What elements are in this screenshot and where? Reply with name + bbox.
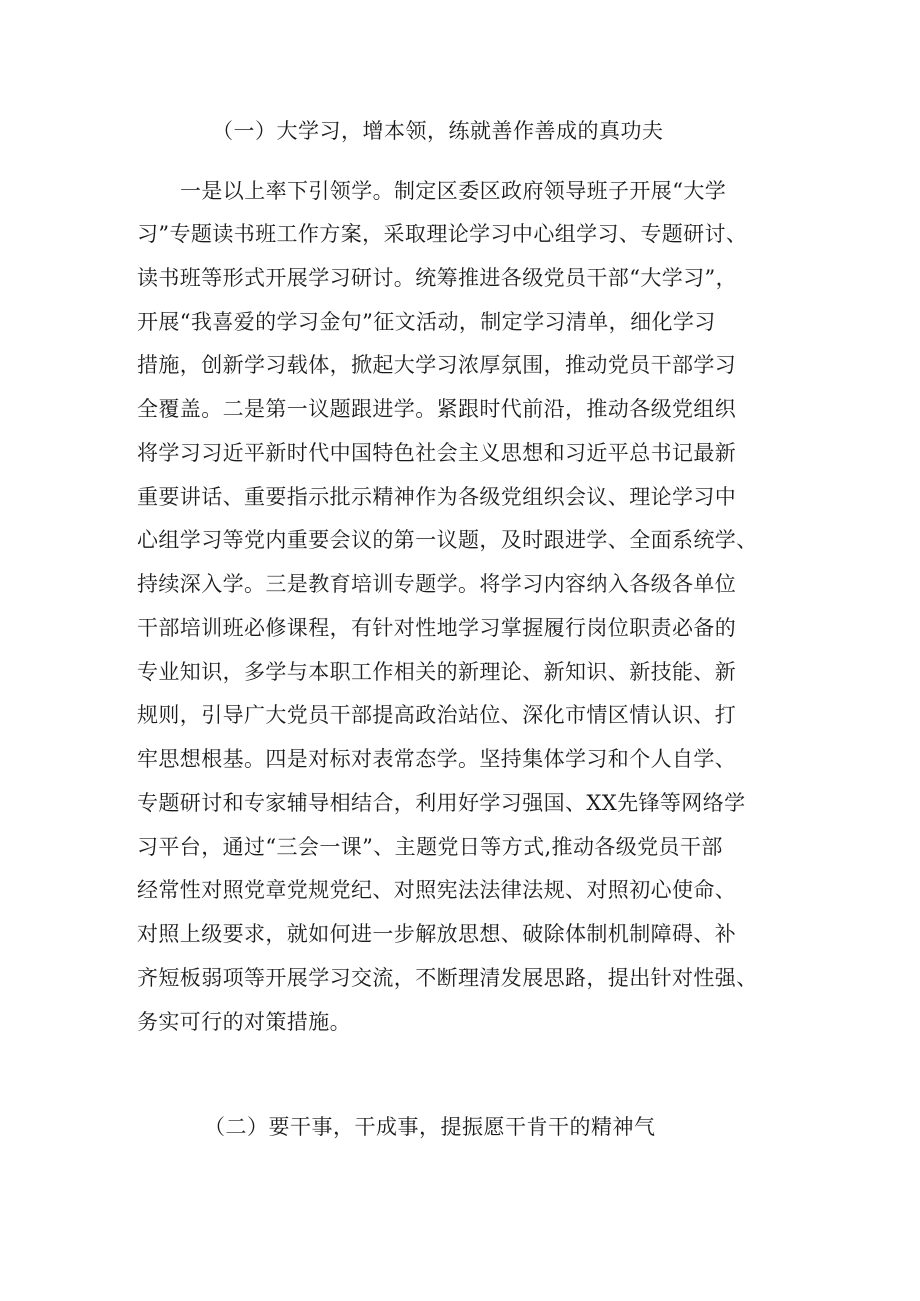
paragraph-line: 经常性对照党章党规党纪、对照宪法法律法规、对照初心使命、: [137, 878, 737, 902]
paragraph-line: 开展“我喜爱的学习金句”征文活动，制定学习清单，细化学习: [137, 310, 716, 334]
paragraph-line: 全覆盖。二是第一议题跟进学。紧跟时代前沿，推动各级党组织: [137, 397, 737, 421]
paragraph-line: 专业知识，多学与本职工作相关的新理论、新知识、新技能、新: [137, 660, 737, 684]
paragraph-line: 持续深入学。三是教育培训专题学。将学习内容纳入各级各单位: [137, 572, 737, 596]
paragraph-line: 读书班等形式开展学习研讨。统筹推进各级党员干部“大学习”，: [137, 266, 738, 290]
paragraph-line: 干部培训班必修课程，有针对性地学习掌握履行岗位职责必备的: [137, 616, 737, 640]
paragraph-line: 专题研讨和专家辅导相结合，利用好学习强国、XX先锋等网络学: [137, 791, 746, 815]
paragraph-line: 心组学习等党内重要会议的第一议题，及时跟进学、全面系统学、: [137, 528, 758, 552]
section-heading-2: （二）要干事，干成事，提振愿干肯干的精神气: [204, 1115, 656, 1139]
paragraph-line: 重要讲话、重要指示批示精神作为各级党组织会议、理论学习中: [137, 485, 737, 509]
section-heading-1: （一）大学习，增本领，练就善作善成的真功夫: [212, 119, 664, 143]
paragraph-line: 齐短板弱项等开展学习交流，不断理清发展思路，提出针对性强、: [137, 966, 758, 990]
paragraph-line: 将学习习近平新时代中国特色社会主义思想和习近平总书记最新: [137, 441, 737, 465]
paragraph-line: 务实可行的对策措施。: [137, 1010, 351, 1034]
paragraph-line: 规则，引导广大党员干部提高政治站位、深化市情区情认识、打: [137, 703, 737, 727]
paragraph-line: 一是以上率下引领学。制定区委区政府领导班子开展“大学: [180, 179, 727, 203]
paragraph-line: 习平台，通过“三会一课”、主题党日等方式,推动各级党员干部: [137, 835, 723, 859]
paragraph-line: 习”专题读书班工作方案，采取理论学习中心组学习、专题研讨、: [137, 222, 748, 246]
paragraph-line: 措施，创新学习载体，掀起大学习浓厚氛围，推动党员干部学习: [137, 353, 737, 377]
paragraph-line: 对照上级要求，就如何进一步解放思想、破除体制机制障碍、补: [137, 922, 737, 946]
paragraph-line: 牢思想根基。四是对标对表常态学。坚持集体学习和个人自学、: [137, 747, 737, 771]
